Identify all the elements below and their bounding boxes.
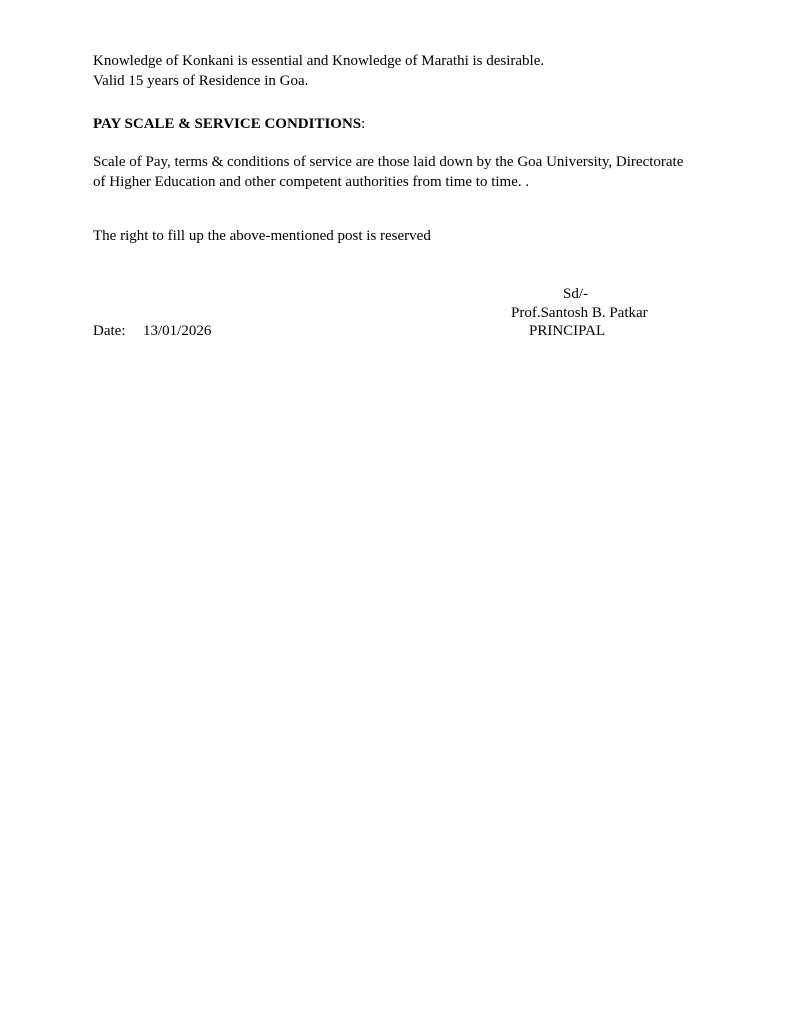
- pay-scale-heading-text: PAY SCALE & SERVICE CONDITIONS: [93, 116, 362, 132]
- residence-requirement: Valid 15 years of Residence in Goa.: [93, 73, 309, 89]
- pay-scale-heading: [93, 114, 365, 134]
- pay-scale-body-line-1: Scale of Pay, terms & conditions of service are those laid down by the Goa University, Directorate: [93, 154, 684, 170]
- signatory-name: Prof.Santosh B. Patkar: [511, 305, 648, 321]
- signature-sd: Sd/-: [563, 286, 589, 302]
- signatory-designation: PRINCIPAL: [529, 323, 606, 339]
- pay-scale-heading-colon: :: [361, 116, 366, 132]
- date-label: Date:: [93, 323, 126, 339]
- reservation-note: The right to fill up the above-mentioned post is reserved: [93, 228, 431, 244]
- date-value: 13/01/2026: [143, 323, 212, 339]
- language-requirement: Knowledge of Konkani is essential and Knowledge of Marathi is desirable.: [93, 53, 545, 69]
- pay-scale-body-line-2: of Higher Education and other competent authorities from time to time. .: [93, 174, 530, 190]
